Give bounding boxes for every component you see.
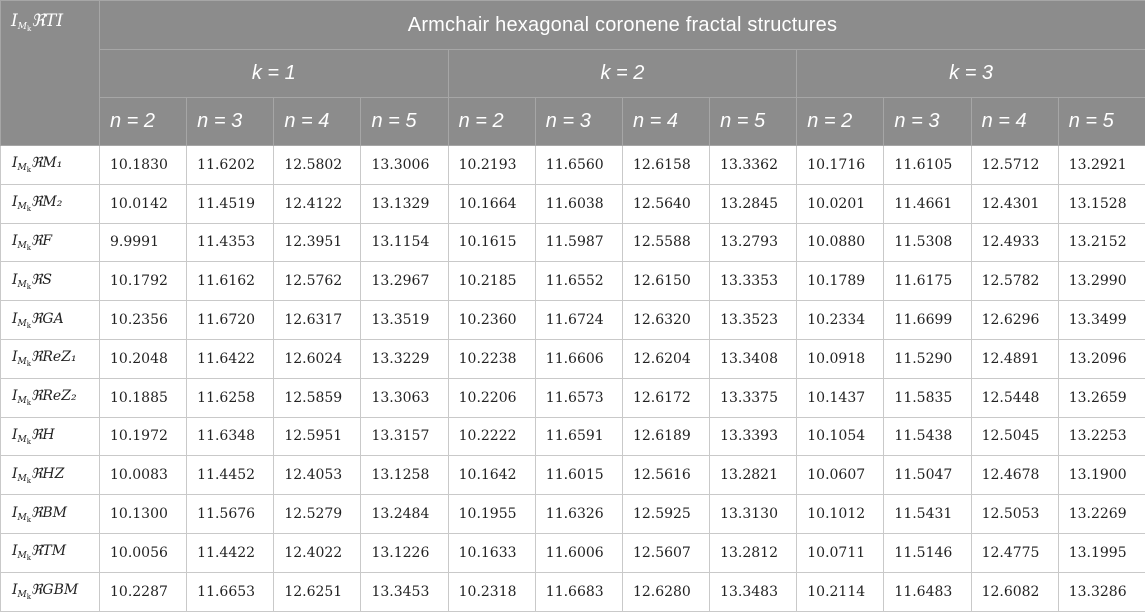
table-cell: 12.5925 xyxy=(622,495,709,534)
row-label-sub: M xyxy=(18,280,27,290)
table-cell: 11.6015 xyxy=(535,456,622,495)
row-label-tail: ℜReZ₂ xyxy=(31,388,77,404)
table-cell: 10.0056 xyxy=(100,533,187,572)
table-cell: 10.2222 xyxy=(448,417,535,456)
table-cell: 13.3157 xyxy=(361,417,448,456)
table-cell: 11.6105 xyxy=(884,146,971,185)
table-cell: 11.5047 xyxy=(884,456,971,495)
row-label-tail: ℜM₁ xyxy=(31,155,62,171)
row-label-sub: M xyxy=(18,590,27,600)
table-cell: 11.6006 xyxy=(535,533,622,572)
table-cell: 11.6175 xyxy=(884,262,971,301)
table-cell: 11.5438 xyxy=(884,417,971,456)
row-label-base: I xyxy=(12,272,18,288)
table-cell: 12.6320 xyxy=(622,301,709,340)
table-cell: 13.3453 xyxy=(361,572,448,611)
row-label-base: I xyxy=(12,466,18,482)
table-cell: 11.6038 xyxy=(535,184,622,223)
table-cell: 10.1792 xyxy=(100,262,187,301)
table-cell: 10.0607 xyxy=(797,456,884,495)
k-group-header: k = 3 xyxy=(797,50,1145,98)
row-label xyxy=(1,533,100,572)
table-cell: 12.3951 xyxy=(274,223,361,262)
row-label-sub: M xyxy=(18,319,27,329)
table-cell: 13.3362 xyxy=(710,146,797,185)
table-cell: 13.3286 xyxy=(1058,572,1145,611)
table-cell: 13.2921 xyxy=(1058,146,1145,185)
table-row xyxy=(1,495,1145,534)
row-label-subsub: k xyxy=(27,205,31,213)
row-label-tail: ℜBM xyxy=(31,505,67,521)
table-cell: 12.5762 xyxy=(274,262,361,301)
row-label-tail: ℜGBM xyxy=(31,582,78,598)
row-label-tail: ℜS xyxy=(31,272,52,288)
table-cell: 10.1972 xyxy=(100,417,187,456)
table-row xyxy=(1,223,1145,262)
table-cell: 10.1789 xyxy=(797,262,884,301)
table-cell: 12.5607 xyxy=(622,533,709,572)
table-row xyxy=(1,339,1145,378)
row-label-sub: M xyxy=(18,435,27,445)
table-cell: 11.4422 xyxy=(187,533,274,572)
table-cell: 12.4678 xyxy=(971,456,1058,495)
row-label xyxy=(1,262,100,301)
table-cell: 13.3229 xyxy=(361,339,448,378)
table-cell: 10.1955 xyxy=(448,495,535,534)
table-cell: 11.4661 xyxy=(884,184,971,223)
table-cell: 12.5782 xyxy=(971,262,1058,301)
row-label-tail: ℜReZ₁ xyxy=(31,349,77,365)
table-cell: 12.6204 xyxy=(622,339,709,378)
row-label xyxy=(1,223,100,262)
table-cell: 12.6024 xyxy=(274,339,361,378)
table-row xyxy=(1,146,1145,185)
table-cell: 12.5448 xyxy=(971,378,1058,417)
table-cell: 11.6552 xyxy=(535,262,622,301)
n-column-header: n = 2 xyxy=(797,98,884,146)
row-label-tail: ℜM₂ xyxy=(31,194,62,210)
table-cell: 11.5308 xyxy=(884,223,971,262)
row-label-sub: M xyxy=(18,357,27,367)
table-cell: 10.2287 xyxy=(100,572,187,611)
row-label-subsub: k xyxy=(27,554,31,562)
k-group-header: k = 2 xyxy=(448,50,797,98)
row-label xyxy=(1,378,100,417)
table-cell: 13.1329 xyxy=(361,184,448,223)
table-cell: 11.4519 xyxy=(187,184,274,223)
n-column-header: n = 2 xyxy=(448,98,535,146)
table-cell: 12.6172 xyxy=(622,378,709,417)
n-column-header: n = 5 xyxy=(361,98,448,146)
table-cell: 9.9991 xyxy=(100,223,187,262)
table-cell: 13.2990 xyxy=(1058,262,1145,301)
table-cell: 11.6720 xyxy=(187,301,274,340)
table-cell: 10.0201 xyxy=(797,184,884,223)
row-label-subsub: k xyxy=(27,477,31,485)
table-cell: 10.2238 xyxy=(448,339,535,378)
n-column-header: n = 3 xyxy=(535,98,622,146)
row-label xyxy=(1,456,100,495)
n-column-header: n = 5 xyxy=(1058,98,1145,146)
n-column-header: n = 5 xyxy=(710,98,797,146)
table-cell: 11.6591 xyxy=(535,417,622,456)
table-cell: 13.1995 xyxy=(1058,533,1145,572)
row-label-sub: M xyxy=(18,241,27,251)
row-label-base: I xyxy=(12,349,18,365)
table-cell: 12.6082 xyxy=(971,572,1058,611)
row-label-subsub: k xyxy=(27,322,31,330)
row-label-sub: M xyxy=(18,474,27,484)
n-column-header: n = 2 xyxy=(100,98,187,146)
row-label xyxy=(1,495,100,534)
table-cell: 12.6296 xyxy=(971,301,1058,340)
table-cell: 10.0918 xyxy=(797,339,884,378)
row-label-base: I xyxy=(12,582,18,598)
table-cell: 10.1716 xyxy=(797,146,884,185)
table-cell: 13.3483 xyxy=(710,572,797,611)
table-cell: 13.2793 xyxy=(710,223,797,262)
table-cell: 12.6251 xyxy=(274,572,361,611)
n-column-header: n = 4 xyxy=(622,98,709,146)
table-cell: 11.4452 xyxy=(187,456,274,495)
table-cell: 12.5951 xyxy=(274,417,361,456)
table-cell: 12.5045 xyxy=(971,417,1058,456)
table-cell: 11.6258 xyxy=(187,378,274,417)
row-label-sub: M xyxy=(18,163,27,173)
table-cell: 10.1054 xyxy=(797,417,884,456)
table-cell: 13.1226 xyxy=(361,533,448,572)
table-cell: 13.1900 xyxy=(1058,456,1145,495)
table-cell: 12.4933 xyxy=(971,223,1058,262)
table-cell: 10.2114 xyxy=(797,572,884,611)
table-cell: 12.6150 xyxy=(622,262,709,301)
table-cell: 12.5802 xyxy=(274,146,361,185)
n-column-header: n = 4 xyxy=(274,98,361,146)
table-cell: 13.3006 xyxy=(361,146,448,185)
table-row xyxy=(1,184,1145,223)
table-cell: 10.2048 xyxy=(100,339,187,378)
row-label-base: I xyxy=(12,155,18,171)
n-column-header: n = 4 xyxy=(971,98,1058,146)
row-label-base: I xyxy=(12,543,18,559)
row-label-subsub: k xyxy=(27,399,31,407)
table-cell: 10.1642 xyxy=(448,456,535,495)
row-label xyxy=(1,572,100,611)
row-label-tail: ℜGA xyxy=(31,311,64,327)
table-cell: 12.5588 xyxy=(622,223,709,262)
table-cell: 10.0083 xyxy=(100,456,187,495)
corner-header: $I_{M_k}ℜTI$ xyxy=(1,1,100,146)
table-row xyxy=(1,533,1145,572)
table-row xyxy=(1,378,1145,417)
table-cell: 11.4353 xyxy=(187,223,274,262)
table-cell: 10.2193 xyxy=(448,146,535,185)
table-cell: 10.2318 xyxy=(448,572,535,611)
row-label xyxy=(1,339,100,378)
table-cell: 13.2484 xyxy=(361,495,448,534)
row-label-subsub: k xyxy=(27,360,31,368)
table-cell: 11.6560 xyxy=(535,146,622,185)
table-row xyxy=(1,417,1145,456)
row-label-base: I xyxy=(12,388,18,404)
table-cell: 12.4053 xyxy=(274,456,361,495)
k-group-header: k = 1 xyxy=(100,50,449,98)
table-cell: 12.5640 xyxy=(622,184,709,223)
table-cell: 13.3063 xyxy=(361,378,448,417)
table-cell: 11.6483 xyxy=(884,572,971,611)
table-cell: 11.5290 xyxy=(884,339,971,378)
table-cell: 10.0711 xyxy=(797,533,884,572)
table-cell: 11.6606 xyxy=(535,339,622,378)
table-cell: 10.1437 xyxy=(797,378,884,417)
table-cell: 12.6189 xyxy=(622,417,709,456)
row-label-sub: M xyxy=(18,202,27,212)
row-label-subsub: k xyxy=(27,516,31,524)
table-cell: 10.2334 xyxy=(797,301,884,340)
table-cell: 12.4022 xyxy=(274,533,361,572)
row-label-sub: M xyxy=(18,513,27,523)
table-cell: 10.2185 xyxy=(448,262,535,301)
table-cell: 13.3375 xyxy=(710,378,797,417)
table-cell: 10.2360 xyxy=(448,301,535,340)
table-cell: 10.2206 xyxy=(448,378,535,417)
table-cell: 10.1633 xyxy=(448,533,535,572)
table-cell: 13.2821 xyxy=(710,456,797,495)
row-label-sub: M xyxy=(18,551,27,561)
row-label-subsub: k xyxy=(27,593,31,601)
table-cell: 10.1830 xyxy=(100,146,187,185)
row-label xyxy=(1,417,100,456)
table-cell: 13.2096 xyxy=(1058,339,1145,378)
table-cell: 13.3519 xyxy=(361,301,448,340)
row-label-base: I xyxy=(12,427,18,443)
table-cell: 11.5835 xyxy=(884,378,971,417)
row-label-tail: ℜTM xyxy=(31,543,66,559)
table-row xyxy=(1,301,1145,340)
table-cell: 13.2253 xyxy=(1058,417,1145,456)
table-cell: 13.3408 xyxy=(710,339,797,378)
table-cell: 11.6724 xyxy=(535,301,622,340)
row-label-sub: M xyxy=(18,396,27,406)
table-cell: 10.2356 xyxy=(100,301,187,340)
row-label-base: I xyxy=(12,194,18,210)
table-cell: 13.3499 xyxy=(1058,301,1145,340)
table-cell: 13.1258 xyxy=(361,456,448,495)
table-cell: 11.6699 xyxy=(884,301,971,340)
table-cell: 11.6326 xyxy=(535,495,622,534)
row-label-base: I xyxy=(12,233,18,249)
table-cell: 11.6348 xyxy=(187,417,274,456)
table-row xyxy=(1,262,1145,301)
table-cell: 13.3130 xyxy=(710,495,797,534)
table-cell: 12.5712 xyxy=(971,146,1058,185)
n-column-header: n = 3 xyxy=(884,98,971,146)
table-cell: 12.5859 xyxy=(274,378,361,417)
table-row xyxy=(1,456,1145,495)
table-cell: 13.1528 xyxy=(1058,184,1145,223)
row-label-tail: ℜF xyxy=(31,233,52,249)
row-label xyxy=(1,301,100,340)
row-label-subsub: k xyxy=(27,438,31,446)
table-cell: 13.2812 xyxy=(710,533,797,572)
row-label-base: I xyxy=(12,505,18,521)
row-label xyxy=(1,146,100,185)
table-cell: 11.6573 xyxy=(535,378,622,417)
table-cell: 11.6202 xyxy=(187,146,274,185)
table-title: Armchair hexagonal coronene fractal structures xyxy=(100,1,1145,50)
table-cell: 12.4775 xyxy=(971,533,1058,572)
n-column-header: n = 3 xyxy=(187,98,274,146)
table-cell: 13.2967 xyxy=(361,262,448,301)
table-cell: 13.3353 xyxy=(710,262,797,301)
row-label-subsub: k xyxy=(27,244,31,252)
table-cell: 12.6317 xyxy=(274,301,361,340)
table-cell: 13.3523 xyxy=(710,301,797,340)
table-cell: 11.6162 xyxy=(187,262,274,301)
table-cell: 12.4891 xyxy=(971,339,1058,378)
table-cell: 10.0142 xyxy=(100,184,187,223)
table-cell: 10.1300 xyxy=(100,495,187,534)
table-cell: 10.1885 xyxy=(100,378,187,417)
table-cell: 11.5676 xyxy=(187,495,274,534)
table-cell: 11.5987 xyxy=(535,223,622,262)
table-cell: 12.5279 xyxy=(274,495,361,534)
table-cell: 13.2269 xyxy=(1058,495,1145,534)
table-cell: 10.1615 xyxy=(448,223,535,262)
row-label-tail: ℜH xyxy=(31,427,55,443)
table-cell: 11.6422 xyxy=(187,339,274,378)
table-cell: 13.1154 xyxy=(361,223,448,262)
row-label-subsub: k xyxy=(27,166,31,174)
table-cell: 13.2659 xyxy=(1058,378,1145,417)
table-cell: 12.4301 xyxy=(971,184,1058,223)
table-cell: 10.0880 xyxy=(797,223,884,262)
table-cell: 13.3393 xyxy=(710,417,797,456)
table-cell: 12.6158 xyxy=(622,146,709,185)
table-cell: 11.5146 xyxy=(884,533,971,572)
table-cell: 11.5431 xyxy=(884,495,971,534)
table-cell: 12.6280 xyxy=(622,572,709,611)
row-label-base: I xyxy=(12,311,18,327)
row-label xyxy=(1,184,100,223)
table-cell: 12.5053 xyxy=(971,495,1058,534)
row-label-subsub: k xyxy=(27,283,31,291)
table-cell: 12.5616 xyxy=(622,456,709,495)
table-row xyxy=(1,572,1145,611)
table-cell: 10.1664 xyxy=(448,184,535,223)
table-cell: 13.2152 xyxy=(1058,223,1145,262)
table-cell: 10.1012 xyxy=(797,495,884,534)
table-cell: 12.4122 xyxy=(274,184,361,223)
row-label-tail: ℜHZ xyxy=(31,466,64,482)
table-cell: 11.6653 xyxy=(187,572,274,611)
table-cell: 11.6683 xyxy=(535,572,622,611)
table-cell: 13.2845 xyxy=(710,184,797,223)
